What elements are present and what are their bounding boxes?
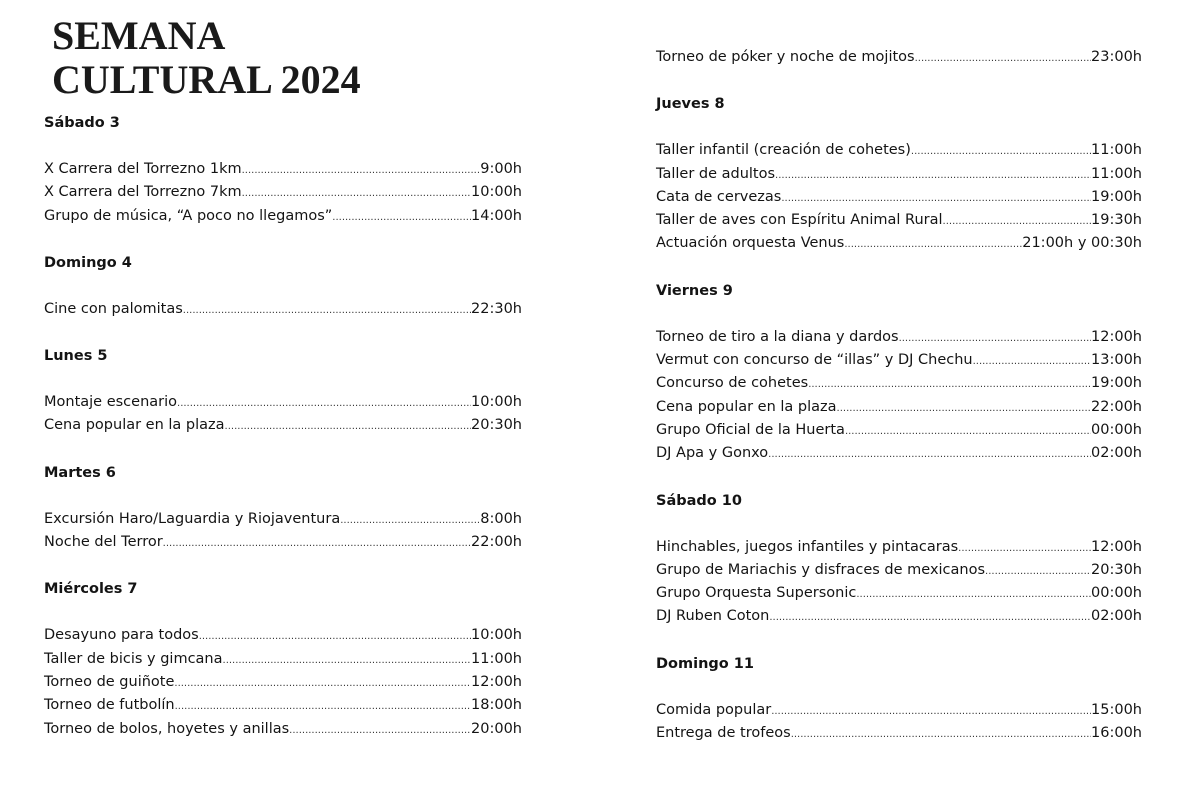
event-row <box>656 536 1142 559</box>
event-row <box>656 699 1142 722</box>
day-heading: Sábado 3 <box>44 115 120 131</box>
event-time: 13:00h <box>1091 352 1142 369</box>
dot-leader <box>163 532 471 555</box>
event-row <box>44 508 522 531</box>
event-name: X Carrera del Torrezno 1km <box>44 161 242 177</box>
dot-leader <box>174 672 471 695</box>
day-section-lunes-5 <box>44 345 522 438</box>
event-time: 20:30h <box>471 417 522 434</box>
dot-leader <box>808 373 1091 396</box>
dot-leader <box>771 700 1091 723</box>
event-name: Torneo de tiro a la diana y dardos <box>656 328 899 345</box>
title-line-2: CULTURAL 2024 <box>52 57 361 102</box>
event-time: 02:00h <box>1091 608 1142 625</box>
event-name: Entrega de trofeos <box>656 725 791 742</box>
event-row <box>656 163 1142 186</box>
dot-leader <box>225 415 471 438</box>
event-row <box>44 648 522 671</box>
event-time: 14:00h <box>471 207 522 224</box>
event-row <box>44 671 522 694</box>
event-time: 10:00h <box>471 394 522 411</box>
event-time: 19:00h <box>1091 375 1142 392</box>
event-time: 18:00h <box>471 697 522 714</box>
event-name: Cata de cervezas <box>656 188 782 205</box>
day-heading: Sábado 10 <box>656 492 742 509</box>
day-heading: Domingo 11 <box>656 655 754 672</box>
event-time: 11:00h <box>471 650 522 667</box>
event-row <box>656 559 1142 582</box>
event-name: Torneo de futbolín <box>44 697 175 714</box>
event-row <box>656 442 1142 465</box>
event-name: Noche del Terror <box>44 534 163 551</box>
event-name: Torneo de guiñote <box>44 673 175 690</box>
dot-leader <box>911 140 1091 163</box>
event-row <box>44 298 522 321</box>
day-heading: Lunes 5 <box>44 348 108 365</box>
event-name: Actuación orquesta Venus <box>656 235 845 252</box>
dot-leader <box>242 182 471 205</box>
event-time: 12:00h <box>1091 328 1142 345</box>
event-name: Cena popular en la plaza <box>44 417 225 434</box>
dot-leader <box>775 164 1091 187</box>
event-row <box>656 139 1142 162</box>
dot-leader <box>844 233 1022 256</box>
event-row <box>656 349 1142 372</box>
event-time: 19:30h <box>1091 212 1142 229</box>
event-time: 22:00h <box>471 534 522 551</box>
dot-leader <box>899 327 1091 350</box>
event-name: Grupo Orquesta Supersonic <box>656 585 857 602</box>
day-section-jueves-8 <box>656 93 1142 255</box>
event-name: Taller infantil (creación de cohetes) <box>656 142 911 159</box>
dot-leader <box>183 299 471 322</box>
left-column <box>44 112 522 765</box>
event-time: 8:00h <box>480 510 522 527</box>
dot-leader <box>242 159 481 182</box>
event-row <box>656 232 1142 255</box>
event-time: 19:00h <box>1091 188 1142 205</box>
dot-leader <box>769 606 1091 629</box>
dot-leader <box>856 583 1091 606</box>
event-time: 10:00h <box>471 627 522 644</box>
event-row <box>656 582 1142 605</box>
event-name: DJ Ruben Coton <box>656 608 770 625</box>
event-name: Cena popular en la plaza <box>656 398 837 415</box>
event-row <box>44 718 522 741</box>
event-time: 20:30h <box>1091 561 1142 578</box>
event-time: 16:00h <box>1091 725 1142 742</box>
event-name: Concurso de cohetes <box>656 375 809 392</box>
event-name: Desayuno para todos <box>44 627 199 644</box>
dot-leader <box>289 719 471 742</box>
event-time: 10:00h <box>471 184 522 201</box>
day-section-viernes-9 <box>656 280 1142 466</box>
event-time: 23:00h <box>1091 49 1142 65</box>
day-heading: Jueves 8 <box>656 96 725 113</box>
event-time: 21:00h y 00:30h <box>1022 235 1142 252</box>
dot-leader <box>958 537 1091 560</box>
dot-leader <box>199 625 471 648</box>
event-row <box>44 624 522 647</box>
event-time: 11:00h <box>1091 142 1142 159</box>
event-time: 20:00h <box>471 720 522 737</box>
event-row <box>656 326 1142 349</box>
dot-leader <box>781 187 1091 210</box>
day-section-sabado-3 <box>44 112 522 228</box>
dot-leader <box>768 443 1091 466</box>
dot-leader <box>175 695 471 718</box>
event-time: 22:00h <box>1091 398 1142 415</box>
event-row <box>656 722 1142 745</box>
event-name: DJ Apa y Gonxo <box>656 445 769 462</box>
event-name: Cine con palomitas <box>44 300 183 317</box>
day-section-domingo-11 <box>656 653 1142 746</box>
event-name: Torneo de póker y noche de mojitos <box>656 49 915 65</box>
page-title <box>52 14 361 102</box>
event-row <box>44 205 522 228</box>
event-time: 11:00h <box>1091 165 1142 182</box>
event-row <box>656 46 1142 69</box>
event-name: Grupo de música, “A poco no llegamos” <box>44 207 333 224</box>
event-row <box>656 419 1142 442</box>
title-line-1: SEMANA <box>52 13 226 58</box>
event-row <box>656 372 1142 395</box>
day-heading: Martes 6 <box>44 464 116 481</box>
event-time: 15:00h <box>1091 701 1142 718</box>
event-time: 12:00h <box>1091 538 1142 555</box>
day-section-domingo-4 <box>44 252 522 321</box>
event-name: X Carrera del Torrezno 7km <box>44 184 242 201</box>
event-row <box>656 605 1142 628</box>
right-column <box>656 46 1142 769</box>
event-name: Taller de bicis y gimcana <box>44 650 223 667</box>
event-name: Grupo de Mariachis y disfraces de mexicanos <box>656 561 986 578</box>
event-name: Taller de adultos <box>656 165 776 182</box>
event-row <box>44 414 522 437</box>
event-row <box>44 391 522 414</box>
event-name: Vermut con concurso de “illas” y DJ Chechu <box>656 352 973 369</box>
dot-leader <box>985 560 1091 583</box>
event-name: Excursión Haro/Laguardia y Riojaventura <box>44 510 341 527</box>
event-time: 12:00h <box>471 673 522 690</box>
event-time: 9:00h <box>480 161 522 177</box>
event-time: 00:00h <box>1091 585 1142 602</box>
event-name: Comida popular <box>656 701 772 718</box>
event-name: Grupo Oficial de la Huerta <box>656 421 845 438</box>
event-name: Taller de aves con Espíritu Animal Rural <box>656 212 943 229</box>
dot-leader <box>973 350 1091 373</box>
dot-leader <box>845 420 1091 443</box>
dot-leader <box>340 509 480 532</box>
day-heading: Viernes 9 <box>656 282 733 299</box>
dot-leader <box>177 392 471 415</box>
event-row <box>656 186 1142 209</box>
event-time: 00:00h <box>1091 421 1142 438</box>
day-section-sabado-10 <box>656 490 1142 629</box>
event-name: Hinchables, juegos infantiles y pintacaras <box>656 538 959 555</box>
continued-events <box>656 46 1142 69</box>
dot-leader <box>943 210 1091 233</box>
event-name: Montaje escenario <box>44 394 178 411</box>
event-row <box>44 158 522 181</box>
day-section-martes-6 <box>44 462 522 555</box>
day-heading: Domingo 4 <box>44 254 132 271</box>
event-time: 22:30h <box>471 300 522 317</box>
dot-leader <box>332 206 471 229</box>
event-row <box>44 181 522 204</box>
day-section-miercoles-7 <box>44 578 522 740</box>
dot-leader <box>791 723 1091 746</box>
event-row <box>656 396 1142 419</box>
event-row <box>656 209 1142 232</box>
event-time: 02:00h <box>1091 445 1142 462</box>
day-heading: Miércoles 7 <box>44 581 138 598</box>
dot-leader <box>837 397 1091 420</box>
dot-leader <box>915 47 1091 70</box>
event-row <box>44 694 522 717</box>
event-row <box>44 531 522 554</box>
dot-leader <box>223 649 472 672</box>
event-name: Torneo de bolos, hoyetes y anillas <box>44 720 290 737</box>
